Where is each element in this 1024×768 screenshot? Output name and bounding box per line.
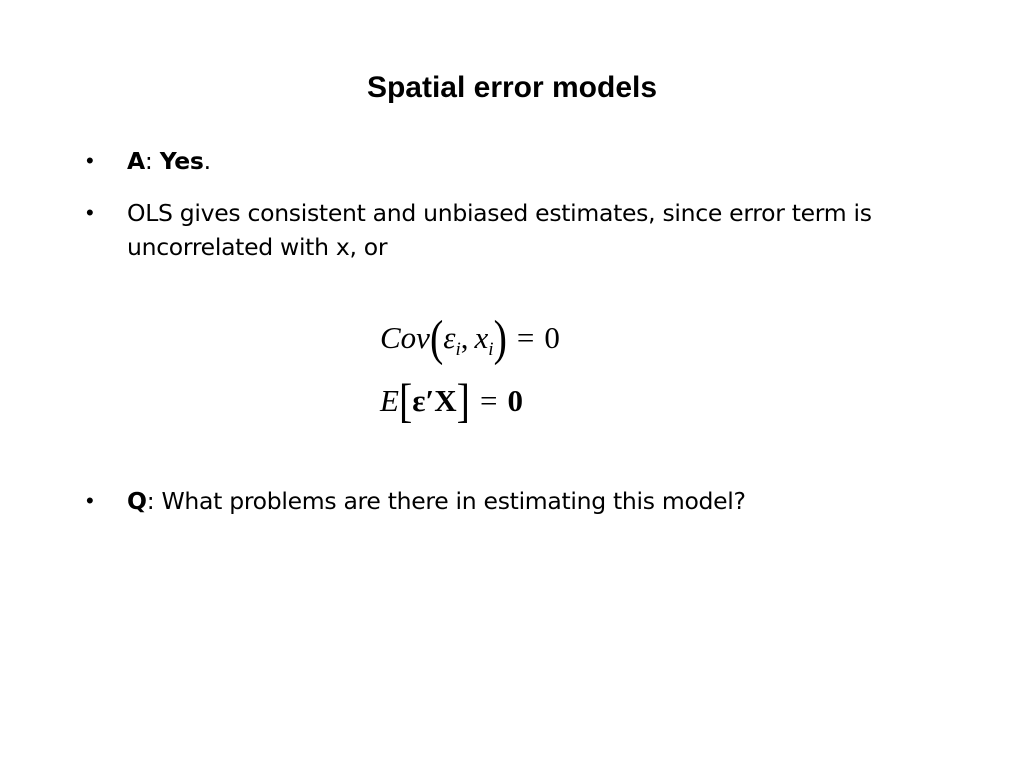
answer-separator: : — [144, 147, 160, 175]
question-text: What problems are there in estimating this model? — [161, 487, 746, 515]
eq1-comma: , — [460, 320, 469, 355]
eq1-func: Cov — [380, 320, 430, 355]
slide-title: Spatial error models — [366, 71, 658, 104]
eq2-open-bracket: [ — [398, 373, 413, 428]
eq1-sub-i: i — [488, 339, 494, 360]
bullet-marker: • — [86, 148, 94, 173]
eq1-rhs: 0 — [544, 320, 560, 355]
equation-expectation — [380, 373, 523, 428]
bullet-ols — [86, 196, 926, 264]
bullet-answer — [86, 144, 946, 178]
eq2-equals: = — [479, 383, 498, 418]
answer-value: Yes — [159, 147, 204, 175]
eq1-close-paren: ) — [493, 309, 507, 366]
eq1-x: x — [474, 320, 489, 355]
eq2-rhs: 0 — [507, 383, 523, 418]
bullet-text — [127, 144, 946, 178]
question-label: Q — [127, 487, 147, 515]
bullet-marker: • — [86, 200, 94, 225]
bullet-question — [86, 484, 946, 518]
eq2-lhs: ε′X — [412, 383, 457, 418]
eq2-func: E — [380, 383, 399, 418]
bullet-text — [127, 484, 946, 518]
question-separator: : — [146, 487, 162, 515]
eq1-equals: = — [516, 320, 535, 355]
answer-period: . — [203, 147, 211, 175]
eq1-epsilon: ε — [443, 320, 456, 355]
bullet-text: OLS gives consistent and unbiased estimates, since error term is uncorrelated with x, or — [127, 199, 872, 261]
eq1-open-paren: ( — [429, 309, 444, 366]
equation-covariance — [380, 309, 560, 370]
eq1-sub-i: i — [455, 339, 461, 360]
answer-label: A — [127, 147, 145, 175]
eq2-close-bracket: ] — [456, 373, 470, 428]
bullet-marker: • — [86, 488, 94, 513]
